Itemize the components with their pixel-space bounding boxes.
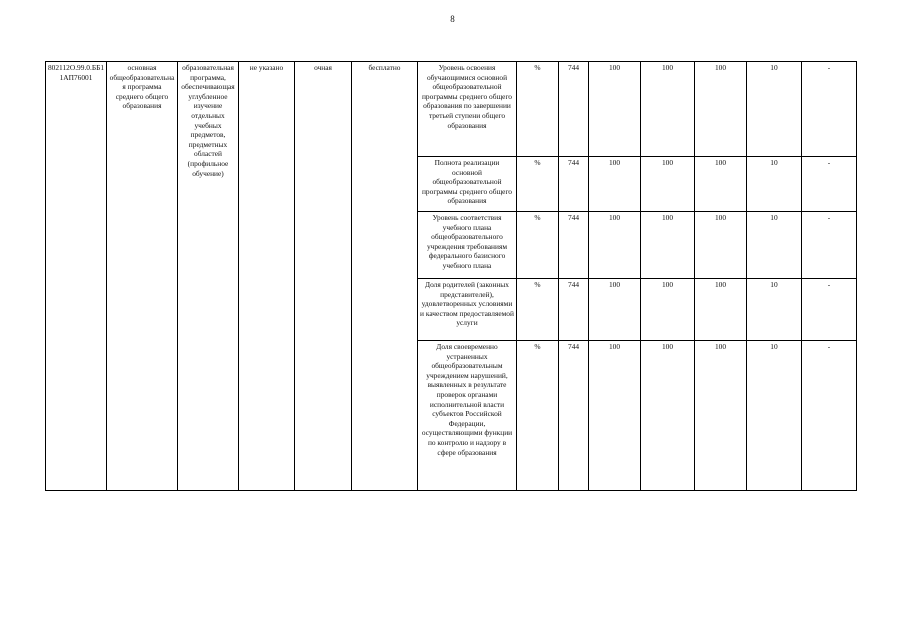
okei-code-cell: 744	[559, 157, 589, 212]
indicator-name-cell: Доля родителей (законных представителей), удовлетворенных условиями и качеством предоставляемой услуги	[418, 279, 517, 341]
value-year2-cell: 100	[641, 157, 695, 212]
value-year1-cell: 100	[589, 157, 641, 212]
value-year2-cell: 100	[641, 62, 695, 157]
value-year3-cell: 100	[695, 279, 747, 341]
not-specified-cell: не указано	[239, 62, 295, 491]
value-year1-cell: 100	[589, 212, 641, 279]
deviation-cell: 10	[747, 212, 802, 279]
okei-code-cell: 744	[559, 62, 589, 157]
deviation-cell: 10	[747, 62, 802, 157]
unit-cell: %	[517, 279, 559, 341]
value-year3-cell: 100	[695, 341, 747, 491]
value-year1-cell: 100	[589, 341, 641, 491]
indicator-name-cell: Уровень освоения обучающимися основной общеобразовательной программы среднего общего образования по завершении третьей ступени общего образования	[418, 62, 517, 157]
indicator-name-cell: Уровень соответствия учебного плана общеобразовательного учреждения требованиям федерального базисного учебного плана	[418, 212, 517, 279]
service-content-cell: основная общеобразовательная программа среднего общего образования	[107, 62, 178, 491]
note-cell: -	[802, 279, 857, 341]
indicator-name-cell: Доля своевременно устраненных общеобразовательным учреждением нарушений, выявленных в результате проверок органами исполнительной власти субъектов Российской Федерации, осуществляющими функции по контролю и надзору в сфере образования	[418, 341, 517, 491]
unit-cell: %	[517, 341, 559, 491]
table-row	[46, 62, 857, 157]
note-cell: -	[802, 341, 857, 491]
registry-code-cell: 802112О.99.0.ББ11АП76001	[46, 62, 107, 491]
service-quality-table	[45, 61, 857, 491]
deviation-cell: 10	[747, 279, 802, 341]
education-form-cell: очная	[295, 62, 352, 491]
unit-cell: %	[517, 157, 559, 212]
okei-code-cell: 744	[559, 212, 589, 279]
payment-cell: бесплатно	[352, 62, 418, 491]
value-year2-cell: 100	[641, 212, 695, 279]
value-year2-cell: 100	[641, 279, 695, 341]
value-year1-cell: 100	[589, 62, 641, 157]
value-year3-cell: 100	[695, 62, 747, 157]
deviation-cell: 10	[747, 157, 802, 212]
unit-cell: %	[517, 212, 559, 279]
value-year3-cell: 100	[695, 157, 747, 212]
note-cell: -	[802, 157, 857, 212]
note-cell: -	[802, 212, 857, 279]
unit-cell: %	[517, 62, 559, 157]
value-year2-cell: 100	[641, 341, 695, 491]
page-number: 8	[450, 14, 455, 24]
program-type-cell: образовательная программа, обеспечивающая углубленное изучение отдельных учебных предметов, предметных областей (профильное обучение)	[178, 62, 239, 491]
indicator-name-cell: Полнота реализации основной общеобразовательной программы среднего общего образования	[418, 157, 517, 212]
note-cell: -	[802, 62, 857, 157]
okei-code-cell: 744	[559, 279, 589, 341]
value-year3-cell: 100	[695, 212, 747, 279]
value-year1-cell: 100	[589, 279, 641, 341]
deviation-cell: 10	[747, 341, 802, 491]
okei-code-cell: 744	[559, 341, 589, 491]
